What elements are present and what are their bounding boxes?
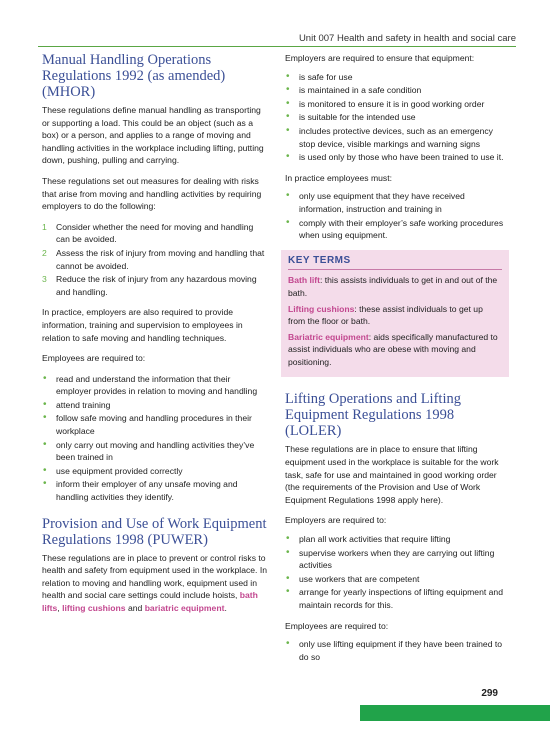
list-item: • supervise workers when they are carrying out lifting activities [285,547,509,572]
list-item: • attend training [42,399,268,412]
loler-employees-list [285,638,509,663]
mhor-practice-paragraph: In practice, employers are also required to provide information, training and supervision to employees in relation to safe moving and handling techniques. [42,307,243,343]
list-item: • is safe for use [285,71,509,84]
list-item: • use workers that are competent [285,573,509,586]
list-item: • is maintained in a safe condition [285,84,509,97]
loler-employees-intro: Employees are required to: [285,620,389,631]
mhor-definition-paragraph: These regulations define manual handling as transporting or supporting a load. This could be an object (such as a box) or a person, and applies to a range of moving and handling activities in the workplace including lifting, putting down, pushing, pulling and carrying. [42,105,264,166]
key-term-entry [288,274,502,299]
list-item: • read and understand the information that their employer provides in relation to moving and handling [42,373,268,398]
mhor-employee-duties-list [42,373,268,504]
practice-list [285,190,509,241]
list-item: • only use lifting equipment if they have been trained to do so [285,638,509,663]
list-item: • plan all work activities that require lifting [285,533,509,546]
header-divider [38,46,516,47]
term-bariatric-equipment: bariatric equipment [144,603,225,613]
key-term-definition: : these assist individuals to get up from the floor or bath. [288,303,483,327]
step-number: 2 [42,247,47,258]
loler-employers-intro: Employers are required to: [285,515,387,526]
separator: , [57,603,63,613]
puwer-text: These regulations are in place to prevent or control risks to health and safety from equipment used in the workplace. In relation to moving and handling work, equipment used in health and social care settings could include hoists, [42,552,268,601]
step-text: Consider whether the need for moving and handling can be avoided. [56,221,254,245]
list-item [42,247,268,272]
key-terms-box [281,250,509,378]
list-item: • arrange for yearly inspections of lifting equipment and maintain records for this. [285,586,509,611]
loler-heading: Lifting Operations and Lifting Equipment Regulations 1998 (LOLER) [285,391,461,440]
term-lifting-cushions: lifting cushions [62,603,126,613]
key-term-entry [288,331,502,369]
step-number: 1 [42,221,47,232]
list-item: • includes protective devices, such as an emergency stop device, visible markings and warning signs [285,125,509,150]
equipment-requirements-list [285,71,509,164]
mhor-heading: Manual Handling Operations Regulations 1992 (as amended) (MHOR) [42,52,226,100]
key-term-name: Bath lift [288,275,320,286]
list-item: • only carry out moving and handling activities they’ve been trained in [42,439,268,464]
key-terms-title: KEY TERMS [288,255,502,271]
separator: and [125,603,145,613]
practice-intro: In practice employees must: [285,172,392,183]
step-number: 3 [42,274,47,285]
running-header: Unit 007 Health and safety in health and social care [298,33,516,44]
key-term-name: Lifting cushions [288,303,355,314]
mhor-steps-list [42,221,268,299]
list-item: • only use equipment that they have received information, instruction and training in [285,190,509,215]
right-column [285,52,509,671]
list-item: • is used only by those who have been trained to use it. [285,151,509,164]
loler-paragraph: These regulations are in place to ensure that lifting equipment used in the workplace is suitable for the work task, safe for use and maintained in good working order (the requirements of the Provision and Use of Work Equipment Regulations 1998 apply here). [285,444,499,505]
list-item: • is suitable for the intended use [285,111,509,124]
list-item: • inform their employer of any unsafe moving and handling activities they identify. [42,478,268,503]
left-column [42,52,268,623]
mhor-measures-paragraph: These regulations set out measures for dealing with risks that arise from moving and handling activities by requiring employers to do the following: [42,175,262,212]
step-text: Assess the risk of injury from moving and handling that cannot be avoided. [56,247,265,271]
key-term-name: Bariatric equipment [288,331,369,342]
puwer-paragraph [42,552,268,615]
key-term-definition: : this assists individuals to get in and out of the bath. [288,275,498,298]
list-item: • is monitored to ensure it is in good working order [285,98,509,111]
mhor-employees-intro: Employees are required to: [42,353,146,364]
step-text: Reduce the risk of injury from any hazardous moving and handling. [56,274,257,297]
key-term-entry [288,303,502,328]
list-item: • follow safe moving and handling procedures in their workplace [42,412,268,437]
loler-employers-list [285,533,509,612]
term-bath-lifts: bath lifts [42,590,258,613]
list-item: • use equipment provided correctly [42,465,268,478]
puwer-text-end: . [224,603,227,613]
page-footer-bar [360,705,550,721]
puwer-heading: Provision and Use of Work Equipment Regulations 1998 (PUWER) [42,515,267,548]
key-term-definition: : aids specifically manufactured to assist individuals who are obese with moving and positioning. [288,331,498,367]
equipment-intro: Employers are required to ensure that equipment: [285,53,475,63]
list-item [42,221,268,246]
list-item [42,273,268,298]
page-number: 299 [481,688,498,699]
list-item: • comply with their employer’s safe working procedures when using equipment. [285,217,509,242]
